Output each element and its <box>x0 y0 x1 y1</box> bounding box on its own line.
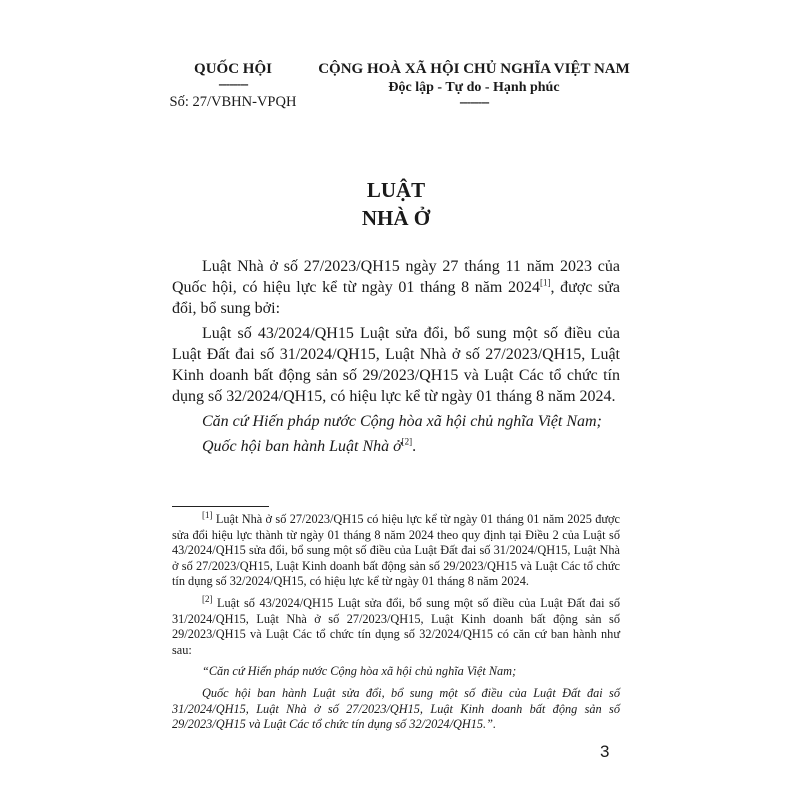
footnote-2-quote-1: “Căn cứ Hiến pháp nước Cộng hòa xã hội chủ nghĩa Việt Nam; <box>202 664 517 679</box>
document-number: Số: 27/VBHN-VPQH <box>169 94 297 110</box>
legal-basis-text: Căn cứ Hiến pháp nước Cộng hòa xã hội chủ nghĩa Việt Nam; <box>202 413 602 430</box>
footnote-1-marker: [1] <box>202 509 213 520</box>
motto-separator: -------- <box>459 95 489 110</box>
footnote-2-text: Luật số 43/2024/QH15 Luật sửa đổi, bổ sung một số điều của Luật Đất đai số 31/2024/QH15, Luật Nhà ở số 27/2023/QH15, Luật Kinh doanh bất động sản số 29/2023/QH15 và Luật Các tổ chức tín dụng số 32/2024/QH15 có căn cứ ban hành như sau: <box>172 595 620 657</box>
enactment-text: Quốc hội ban hành Luật Nhà ở <box>202 438 402 455</box>
intro-tail: , được sửa đổi, bổ sung bởi: <box>172 279 621 317</box>
legal-basis <box>172 411 620 432</box>
intro-text: Luật Nhà ở số 27/2023/QH15 ngày 27 tháng 11 năm 2023 của Quốc hội, có hiệu lực kể từ ngày 01 tháng 8 năm 2024 <box>172 258 620 296</box>
enactment-clause <box>172 436 620 457</box>
issuer-block <box>150 60 316 112</box>
footnote-2-marker: [2] <box>202 593 213 604</box>
country-name: CỘNG HOÀ XÃ HỘI CHỦ NGHĨA VIỆT NAM <box>318 61 630 77</box>
footnote-ref-2[interactable]: [2] <box>401 436 413 447</box>
footnote-2 <box>172 593 620 658</box>
footnotes <box>172 509 620 733</box>
title-line-1: LUẬT <box>366 178 426 202</box>
intro-paragraph <box>172 256 620 319</box>
footnote-1 <box>172 509 620 590</box>
document-title <box>172 176 620 232</box>
national-heading <box>318 60 630 109</box>
national-motto: Độc lập - Tự do - Hạnh phúc <box>388 80 560 95</box>
document-body <box>172 256 620 457</box>
footnote-ref-1[interactable]: [1] <box>540 277 551 288</box>
enactment-tail: . <box>412 438 417 455</box>
issuer-separator: -------- <box>218 77 248 92</box>
footnote-1-text: Luật Nhà ở số 27/2023/QH15 có hiệu lực kể từ ngày 01 tháng 01 năm 2025 được sửa đổi hiệu lực thành từ ngày 01 tháng 8 năm 2024 theo quy định tại Điều 2 của Luật số 43/2024/QH15 sửa đổi, bổ sung một số điều của Luật Đất đai số 31/2024/QH15, Luật Nhà ở số 27/2023/QH15, Luật Kinh doanh bất động sản số 29/2023/QH15 và Luật Các tổ chức tín dụng số 32/2024/QH15, có hiệu lực kể từ ngày 01 tháng 8 năm 2024. <box>172 512 620 589</box>
title-line-2: NHÀ Ở <box>361 206 431 230</box>
page-number: 3 <box>600 742 610 761</box>
issuer-name: QUỐC HỘI <box>194 61 272 77</box>
amendment-paragraph: Luật số 43/2024/QH15 Luật sửa đổi, bổ sung một số điều của Luật Đất đai số 31/2024/QH15, Luật Nhà ở số 27/2023/QH15, Luật Kinh doanh bất động sản số 29/2023/QH15 và Luật Các tổ chức tín dụng số 32/2024/QH15, có hiệu lực kể từ ngày 01 tháng 8 năm 2024. <box>172 325 620 405</box>
footnote-divider <box>172 506 269 507</box>
footnote-2-quote-2: Quốc hội ban hành Luật sửa đổi, bổ sung một số điều của Luật Đất đai số 31/2024/QH15, Luật Nhà ở số 27/2023/QH15, Luật Kinh doanh bất động sản số 29/2023/QH15 và Luật Các tổ chức tín dụng số 32/2024/QH15.”. <box>172 685 620 732</box>
